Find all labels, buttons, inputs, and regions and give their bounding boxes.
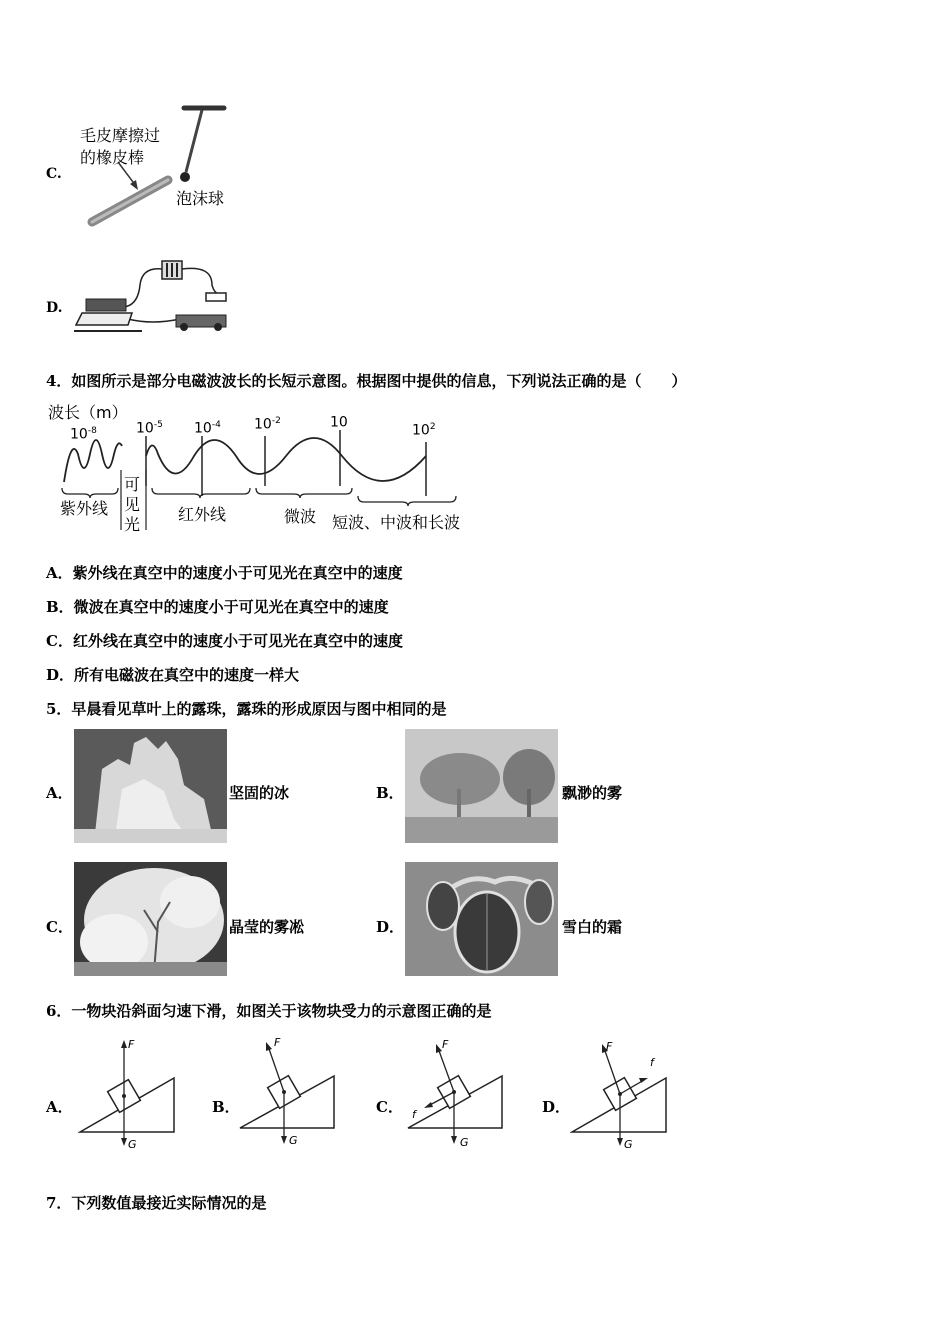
q5-option-d-caption: 雪白的霜: [562, 918, 623, 936]
q5-option-c-label: C．: [46, 918, 73, 936]
q5-option-d-label: D．: [376, 918, 405, 936]
q4-tick-10: 10: [330, 414, 348, 431]
q4-tick-1e-4: $10^{-4}$: [194, 420, 221, 437]
q6-a-force-F: F: [128, 1038, 135, 1051]
q5-frost-photo: [405, 862, 558, 976]
q5-ice-photo: [74, 729, 227, 843]
q5-option-a-caption: 坚固的冰: [229, 784, 290, 802]
q4-band-visible-1: 可: [124, 475, 141, 494]
q5-option-b-caption: 飘渺的雾: [562, 784, 623, 802]
q7-stem: 7．下列数值最接近实际情况的是: [46, 1194, 267, 1212]
q6-option-a-label: A．: [46, 1098, 73, 1116]
q4-tick-1e-5: $10^{-5}$: [136, 420, 163, 437]
q3-fig-text-rubbed: 毛皮摩擦过: [80, 126, 161, 145]
q4-option-a: A．紫外线在真空中的速度小于可见光在真空中的速度: [46, 564, 403, 582]
q6-option-c-label: C．: [376, 1098, 403, 1116]
q5-option-c-caption: 晶莹的雾凇: [229, 918, 305, 936]
q6-option-c-diagram: [406, 1036, 510, 1152]
q4-band-visible-3: 光: [124, 515, 141, 534]
q6-d-force-f: f: [650, 1056, 654, 1069]
q6-c-force-F: F: [442, 1038, 449, 1051]
q6-c-force-G: G: [460, 1136, 469, 1149]
q5-stem: 5．早晨看见草叶上的露珠，露珠的形成原因与图中相同的是: [46, 700, 447, 718]
q3-option-d-label: D.: [46, 300, 63, 316]
q5-fog-photo: [405, 729, 558, 843]
q4-tick-1e-8: $10^{-8}$: [70, 426, 97, 443]
q5-rime-photo: [74, 862, 227, 976]
q4-option-d: D．所有电磁波在真空中的速度一样大: [46, 666, 300, 684]
q5-option-b-label: B．: [376, 784, 404, 802]
q4-stem: 4．如图所示是部分电磁波波长的长短示意图。根据图中提供的信息，下列说法正确的是（ ）: [46, 372, 687, 390]
q4-option-c: C．红外线在真空中的速度小于可见光在真空中的速度: [46, 632, 403, 650]
q6-d-force-F: F: [606, 1040, 613, 1053]
q6-option-a-diagram: [78, 1036, 182, 1152]
q3-fig-text-foam-ball: 泡沫球: [176, 189, 225, 208]
q4-tick-1e-2: $10^{-2}$: [254, 416, 281, 433]
q6-a-force-G: G: [128, 1138, 137, 1151]
q6-c-force-f: f: [412, 1108, 416, 1121]
q3-option-c-label: C.: [46, 166, 62, 182]
q6-option-d-diagram: [570, 1036, 674, 1152]
q6-stem: 6．一物块沿斜面匀速下滑，如图关于该物块受力的示意图正确的是: [46, 1002, 492, 1020]
q6-option-d-label: D．: [542, 1098, 571, 1116]
q4-band-ultraviolet: 紫外线: [60, 499, 109, 518]
q3-option-d-figure: [72, 255, 237, 340]
q4-band-visible-2: 见: [124, 495, 141, 514]
q3-fig-text-rod: 的橡皮棒: [80, 148, 145, 167]
q4-tick-1e2: $10^2$: [412, 422, 436, 439]
q4-band-microwave: 微波: [284, 507, 317, 526]
q6-b-force-F: F: [274, 1036, 281, 1049]
q6-d-force-G: G: [624, 1138, 633, 1151]
q6-b-force-G: G: [289, 1134, 298, 1147]
q4-band-radio: 短波、中波和长波: [332, 513, 461, 532]
q4-axis-label: 波长（m）: [48, 403, 128, 422]
q6-option-b-label: B．: [212, 1098, 240, 1116]
q4-band-infrared: 红外线: [178, 505, 227, 524]
q5-option-a-label: A．: [46, 784, 73, 802]
q4-option-b: B．微波在真空中的速度小于可见光在真空中的速度: [46, 598, 389, 616]
